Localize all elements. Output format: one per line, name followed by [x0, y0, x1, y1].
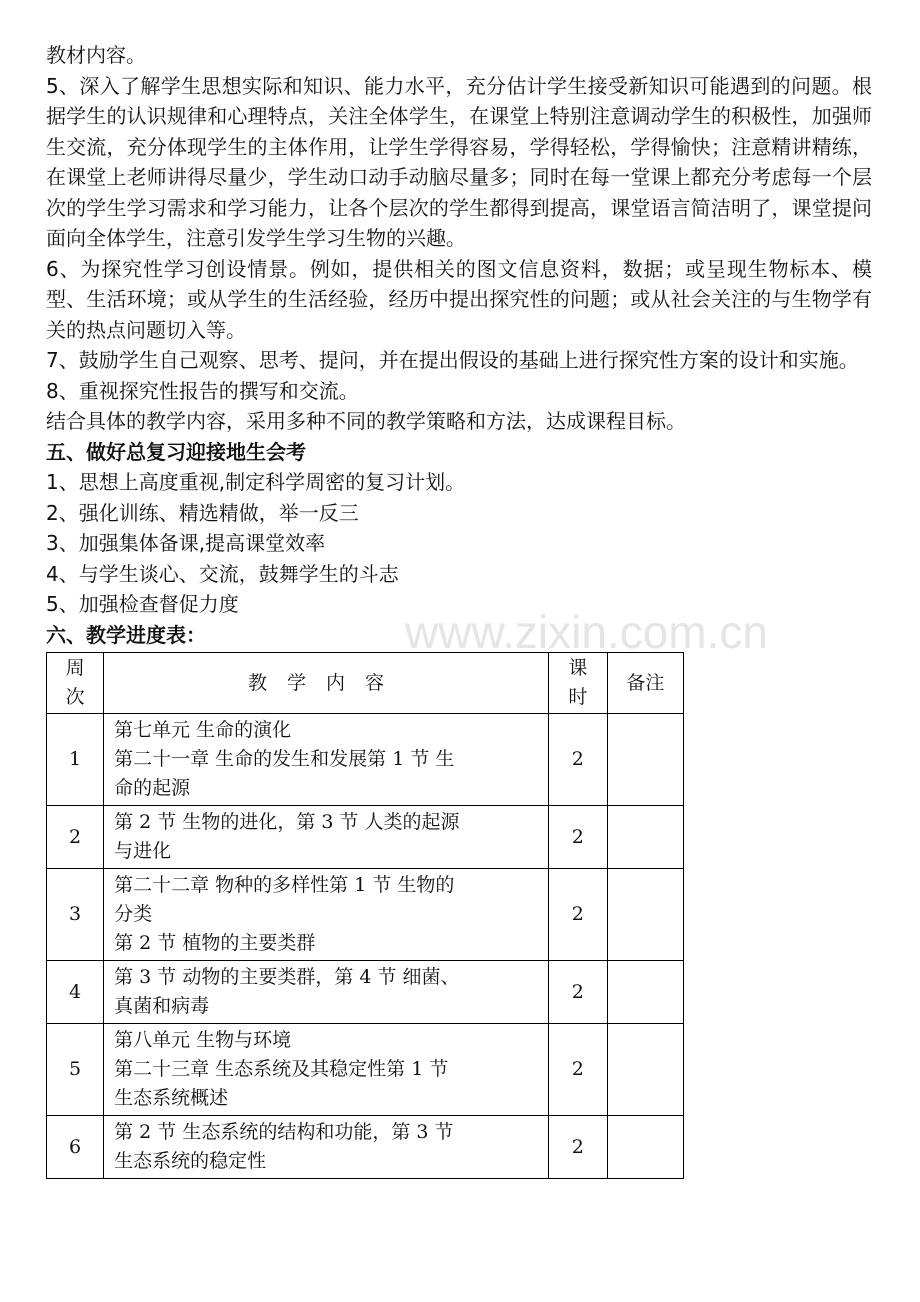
- header-week-line: 周: [65, 657, 85, 679]
- cell-week: 1: [47, 714, 104, 806]
- cell-content-line: 第二十二章 物种的多样性第 1 节 生物的: [114, 874, 455, 896]
- section-5-item: 4、与学生谈心、交流，鼓舞学生的斗志: [46, 561, 399, 586]
- table-row: [47, 961, 684, 1024]
- cell-content-line: 第 2 节 植物的主要类群: [114, 932, 316, 954]
- section-5-item: 2、强化训练、精选精做，举一反三: [46, 500, 359, 525]
- cell-content-line: 第八单元 生物与环境: [114, 1029, 292, 1051]
- cell-content-line: 与进化: [114, 840, 172, 862]
- cell-notes: [607, 1116, 683, 1179]
- cell-content-line: 第二十三章 生态系统及其稳定性第 1 节: [114, 1058, 449, 1080]
- cell-content-line: 第 2 节 生物的进化，第 3 节 人类的起源: [114, 811, 460, 833]
- table-row: [47, 806, 684, 869]
- section-6-heading: 六、教学进度表：: [46, 622, 206, 647]
- header-notes: 备注: [607, 653, 683, 714]
- cell-notes: [607, 714, 683, 806]
- cell-content-line: 第二十一章 生命的发生和发展第 1 节 生: [114, 748, 455, 770]
- paragraph-item-6: 6、为探究性学习创设情景。例如，提供相关的图文信息资料，数据；或呈现生物标本、模型、生活环境；或从学生的生活经验，经历中提出探究性的问题；或从社会关注的与生物学有关的热点问题切入等。: [46, 256, 872, 342]
- section-5-heading: 五、做好总复习迎接地生会考: [46, 439, 306, 464]
- header-week: [47, 653, 104, 714]
- table-row: [47, 869, 684, 961]
- cell-hours: 2: [548, 806, 607, 869]
- cell-notes: [607, 1024, 683, 1116]
- cell-content-line: 第七单元 生命的演化: [114, 719, 292, 741]
- table-header-row: [47, 653, 684, 714]
- cell-content-line: 第 2 节 生态系统的结构和功能，第 3 节: [114, 1121, 454, 1143]
- cell-week: 6: [47, 1116, 104, 1179]
- cell-content-line: 生态系统的稳定性: [114, 1150, 267, 1172]
- cell-content: [104, 1116, 549, 1179]
- cell-hours: 2: [548, 1116, 607, 1179]
- section-5-item: 5、加强检查督促力度: [46, 592, 239, 616]
- paragraph-summary: 结合具体的教学内容，采用多种不同的教学策略和方法，达成课程目标。: [46, 409, 686, 433]
- cell-hours: 2: [548, 869, 607, 961]
- cell-notes: [607, 961, 683, 1024]
- section-5-item: 3、加强集体备课,提高课堂效率: [46, 531, 326, 555]
- document-page: [46, 40, 872, 1179]
- cell-content: [104, 714, 549, 806]
- schedule-table: [46, 652, 684, 1179]
- section-5-item: 1、思想上高度重视,制定科学周密的复习计划。: [46, 470, 466, 494]
- cell-hours: 2: [548, 961, 607, 1024]
- table-row: [47, 714, 684, 806]
- paragraph-item-7: 7、鼓励学生自己观察、思考、提问，并在提出假设的基础上进行探究性方案的设计和实施。: [46, 348, 859, 372]
- watermark: www.zixin.com.cn: [405, 606, 768, 658]
- cell-content: [104, 806, 549, 869]
- cell-hours: 2: [548, 714, 607, 806]
- header-hours: [548, 653, 607, 714]
- header-week-line: 次: [65, 686, 85, 708]
- table-row: [47, 1116, 684, 1179]
- header-content: 教学内容: [104, 653, 549, 714]
- cell-content: [104, 869, 549, 961]
- cell-week: 3: [47, 869, 104, 961]
- header-hours-line: 课: [568, 657, 588, 679]
- cell-week: 2: [47, 806, 104, 869]
- cell-content-line: 第 3 节 动物的主要类群，第 4 节 细菌、: [114, 966, 460, 988]
- paragraph-continuation: 教材内容。: [46, 43, 146, 67]
- cell-content: [104, 961, 549, 1024]
- header-hours-line: 时: [568, 686, 588, 708]
- cell-week: 5: [47, 1024, 104, 1116]
- cell-notes: [607, 806, 683, 869]
- cell-week: 4: [47, 961, 104, 1024]
- cell-content-line: 真菌和病毒: [114, 995, 210, 1017]
- paragraph-item-8: 8、重视探究性报告的撰写和交流。: [46, 378, 359, 403]
- paragraph-item-5: 5、深入了解学生思想实际和知识、能力水平，充分估计学生接受新知识可能遇到的问题。根据学生的认识规律和心理特点，关注全体学生，在课堂上特别注意调动学生的积极性，加强师生交流，充分体现学生的主体作用，让学生学得容易，学得轻松，学得愉快；注意精讲精练，在课堂上老师讲得尽量少，学生动口动手动脑尽量多；同时在每一堂课上都充分考虑每一个层次的学生学习需求和学习能力，让各个层次的学生都得到提高，课堂语言简洁明了，课堂提问面向全体学生，注意引发学生学习生物的兴趣。: [46, 73, 872, 250]
- cell-content-line: 生态系统概述: [114, 1087, 229, 1109]
- cell-content-line: 命的起源: [114, 777, 191, 799]
- cell-content-line: 分类: [114, 903, 153, 925]
- cell-notes: [607, 869, 683, 961]
- table-row: [47, 1024, 684, 1116]
- cell-content: [104, 1024, 549, 1116]
- cell-hours: 2: [548, 1024, 607, 1116]
